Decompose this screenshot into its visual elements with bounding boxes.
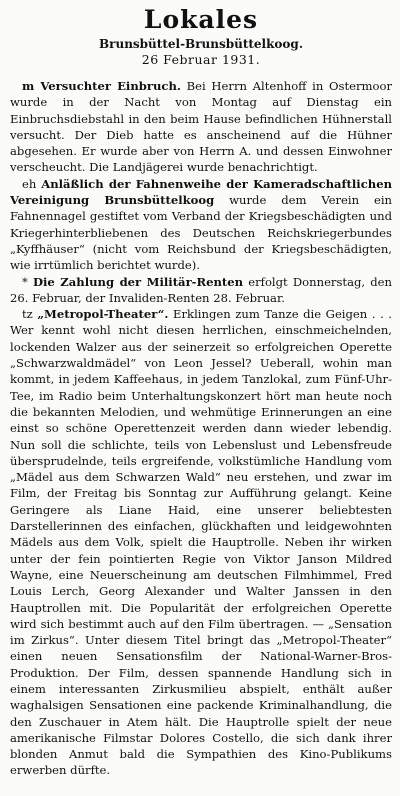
- article-prefix: tz: [22, 307, 33, 322]
- article-prefix: *: [22, 274, 28, 289]
- article-body: Bei Herrn Altenhoff in Ostermoor wurde in der Nacht von Montag auf Dienstag ein Einbruchsdiebstahl in den beim Hause befindlichen Hühnerstall versucht. Der Dieb hatte es anscheinend auf die Hühner abgesehen. Er wurde aber von Herrn A. und dessen Einwohner verscheucht. Die Landjägerei wurde benachrichtigt.: [10, 79, 393, 175]
- article-pensions: [10, 274, 392, 307]
- date-line: 26 Februar 1931.: [141, 52, 261, 67]
- article-body: wurde dem Verein ein Fahnennagel gestiftet vom Verband der Kriegsbeschädigten und Kriegerhinterbliebenen des Deutschen Reichskriegerbundes „Kyffhäuser“ (nicht vom Reichsbund der Kriegsbeschädigten, wie irrtümlich berichtet wurde).: [10, 193, 392, 273]
- place-line: Brunsbüttel-Brunsbüttelkoog.: [99, 37, 303, 51]
- article-headline: Die Zahlung der Militär-Renten: [32, 274, 244, 289]
- article-body: erfolgt Donnerstag, den 26. Februar, der Invaliden-Renten 28. Februar.: [10, 274, 393, 305]
- article-burglary: [10, 78, 392, 176]
- section-title: Lokales: [143, 5, 259, 34]
- article-body: Erklingen zum Tanze die Geigen . . . Wer kennt wohl nicht diesen herrlichen, einschmeichelnden, lockenden Walzer aus der seinerzeit so erfolgreichen Operette „Schwarzwaldmädel“ von Leon Jessel? Ueberall, wohin man kommt, in jedem Kaffeehaus, in jedem Tanzlokal, zum Fünf-Uhr-Tee, im Radio beim Unterhaltungskonzert hört man heute noch die bekannten Melodien, und wehmütige Erinnerungen an eine einst so schöne Operettenzeit werden dann wieder lebendig. Nun soll die schlichte, teils von Lebenslust und Lebensfreude übersprudelnde, teils ergreifende, volkstümliche Handlung vom „Mädel aus dem Schwarzen Wald“ neu erstehen, und zwar im Film, der Freitag bis Sonntag zur Aufführung gelangt. Keine Geringere als Liane Haid, eine unserer beliebtesten Darstellerinnen des einfachen, glückhaften und leidgewohnten Mädels aus dem Volk, spielt die Hauptrolle. Neben ihr wirken unter der fein pointierten Regie von Viktor Janson Mildred Wayne, eine Neuerscheinung am deutschen Filmhimmel, Fred Louis Lerch, Georg Alexander und Walter Janssen in den Hauptrollen mit. Die Popularität der erfolgreichen Operette wird sich bestimmt auch auf den Film übertragen. — „Sensation im Zirkus“. Unter diesem Titel bringt das „Metropol-Theater“ einen neuen Sensationsfilm der National-Warner-Bros-Produktion. Der Film, dessen spannende Handlung sich in einem interessanten Zirkusmilieu abspielt, enthält außer waghalsigen Sensationen eine packende Kriminalhandlung, die den Zuschauer in Atem hält. Die Hauptrolle spielt der neue amerikanische Filmstar Dolores Costello, die sich dank ihrer blonden Anmut bald die Sympathien des Kino-Publikums erwerben dürfte.: [10, 307, 392, 778]
- article-prefix: eh: [22, 176, 37, 191]
- article-headline: „Metropol-Theater“.: [37, 307, 169, 322]
- article-flag-consecration: [10, 176, 392, 274]
- article-headline: m Versuchter Einbruch.: [22, 79, 181, 93]
- article-metropol-theater: [10, 306, 392, 779]
- article-headline: Anläßlich der Fahnenweihe der Kameradschaftlichen Vereinigung Brunsbüttelkoog: [10, 176, 392, 208]
